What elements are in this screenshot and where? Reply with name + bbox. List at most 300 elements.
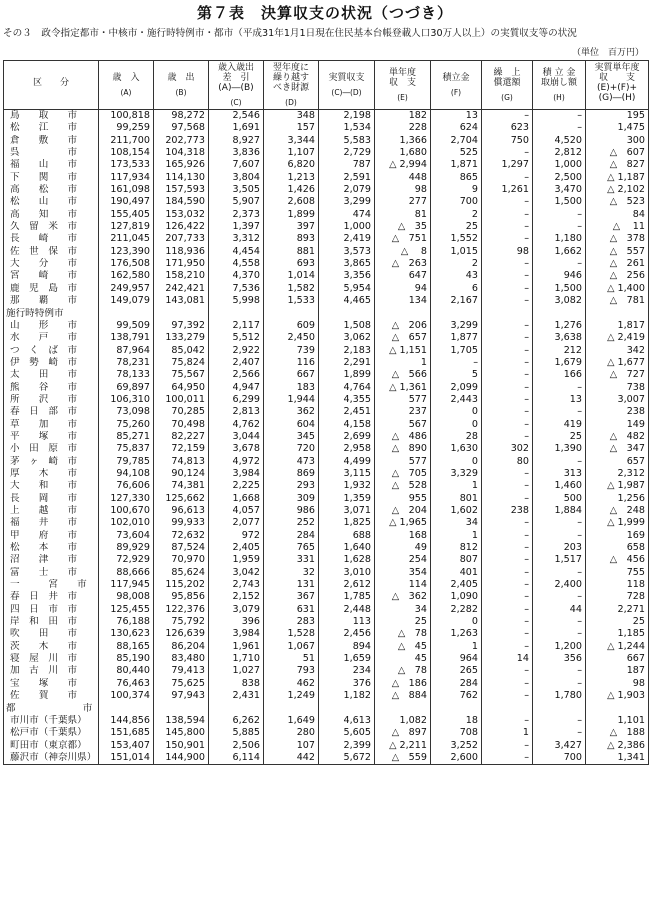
value-cell: 693 xyxy=(264,258,319,270)
value-cell: 80,440 xyxy=(99,665,154,677)
value-cell: △ 884 xyxy=(375,690,431,702)
value-cell: 158,210 xyxy=(154,270,209,282)
value-cell: 1,256 xyxy=(586,493,649,505)
value-cell: 1,877 xyxy=(431,332,482,344)
value-cell: 2,443 xyxy=(431,394,482,406)
value-cell: 49 xyxy=(375,542,431,554)
value-cell: 2,271 xyxy=(586,604,649,616)
value-cell: 2,198 xyxy=(319,110,375,123)
value-cell: 739 xyxy=(264,345,319,357)
value-cell: 348 xyxy=(264,110,319,123)
value-cell: 4,499 xyxy=(319,456,375,468)
value-cell: △ 528 xyxy=(375,480,431,492)
value-cell xyxy=(264,308,319,320)
table-row xyxy=(4,159,649,171)
value-cell: – xyxy=(482,233,533,245)
value-cell: 195 xyxy=(586,110,649,123)
value-cell: 80 xyxy=(482,456,533,468)
value-cell: 4,454 xyxy=(209,246,264,258)
value-cell: 2,117 xyxy=(209,320,264,332)
value-cell: – xyxy=(482,196,533,208)
value-cell: 525 xyxy=(431,147,482,159)
value-cell: 3,252 xyxy=(431,740,482,752)
value-cell: 75,567 xyxy=(154,369,209,381)
value-cell: 1,528 xyxy=(264,628,319,640)
value-cell: 5,512 xyxy=(209,332,264,344)
value-cell: 202,773 xyxy=(154,135,209,147)
value-cell: – xyxy=(533,406,586,418)
table-row xyxy=(4,369,649,381)
value-cell xyxy=(154,308,209,320)
value-cell: 1,180 xyxy=(533,233,586,245)
value-cell: – xyxy=(482,283,533,295)
value-cell: – xyxy=(482,604,533,616)
value-cell: – xyxy=(533,567,586,579)
value-cell: △ 378 xyxy=(586,233,649,245)
value-cell: 72,632 xyxy=(154,530,209,542)
value-cell: 1,680 xyxy=(375,147,431,159)
value-cell: 2,225 xyxy=(209,480,264,492)
value-cell: 1,101 xyxy=(586,715,649,727)
value-cell: 623 xyxy=(482,122,533,134)
value-cell: 604 xyxy=(264,419,319,431)
value-cell: 1,397 xyxy=(209,221,264,233)
value-cell xyxy=(586,703,649,715)
value-cell: 3,638 xyxy=(533,332,586,344)
value-cell: 1,552 xyxy=(431,233,482,245)
value-cell: 283 xyxy=(264,616,319,628)
value-cell: 0 xyxy=(431,456,482,468)
value-cell: 1,082 xyxy=(375,715,431,727)
value-cell: 1,649 xyxy=(264,715,319,727)
value-cell: △ 256 xyxy=(586,270,649,282)
city-name: 宮 崎 市 xyxy=(4,270,99,282)
value-cell: 184,590 xyxy=(154,196,209,208)
value-cell: △ 1,965 xyxy=(375,517,431,529)
value-cell: 1,366 xyxy=(375,135,431,147)
value-cell: △ 78 xyxy=(375,665,431,677)
city-name: 厚 木 市 xyxy=(4,468,99,480)
value-cell: 73,604 xyxy=(99,530,154,542)
value-cell: 1,961 xyxy=(209,641,264,653)
value-cell: 1,628 xyxy=(319,554,375,566)
value-cell: 1,508 xyxy=(319,320,375,332)
city-name: 沼 津 市 xyxy=(4,554,99,566)
value-cell: 122,376 xyxy=(154,604,209,616)
table-row xyxy=(4,517,649,529)
value-cell: 96,613 xyxy=(154,505,209,517)
value-cell: △ 1,903 xyxy=(586,690,649,702)
value-cell: 3,505 xyxy=(209,184,264,196)
value-cell: 242,421 xyxy=(154,283,209,295)
table-row xyxy=(4,740,649,752)
value-cell: 4,158 xyxy=(319,419,375,431)
column-header-symbol: (A) xyxy=(120,87,132,97)
table-row xyxy=(4,616,649,628)
value-cell: – xyxy=(533,628,586,640)
value-cell: – xyxy=(482,468,533,480)
value-cell: 86,204 xyxy=(154,641,209,653)
value-cell: 700 xyxy=(431,196,482,208)
value-cell: 1,067 xyxy=(264,641,319,653)
value-cell: – xyxy=(533,456,586,468)
column-header xyxy=(375,61,431,110)
value-cell xyxy=(375,703,431,715)
city-name: 上 越 市 xyxy=(4,505,99,517)
table-row xyxy=(4,258,649,270)
value-cell: 254 xyxy=(375,554,431,566)
value-cell: 126,639 xyxy=(154,628,209,640)
value-cell: 3,427 xyxy=(533,740,586,752)
value-cell: 1,475 xyxy=(586,122,649,134)
column-header xyxy=(209,61,264,110)
value-cell: 1,200 xyxy=(533,641,586,653)
value-cell: 881 xyxy=(264,246,319,258)
value-cell: 2,591 xyxy=(319,172,375,184)
value-cell: 149 xyxy=(586,419,649,431)
value-cell: △ 705 xyxy=(375,468,431,480)
city-name: 茅 ヶ 崎 市 xyxy=(4,456,99,468)
value-cell: – xyxy=(482,110,533,123)
value-cell: – xyxy=(482,542,533,554)
value-cell: – xyxy=(482,332,533,344)
table-row xyxy=(4,678,649,690)
value-cell: 4,057 xyxy=(209,505,264,517)
value-cell: 212 xyxy=(533,345,586,357)
value-cell: 117,945 xyxy=(99,579,154,591)
value-cell: 190,497 xyxy=(99,196,154,208)
value-cell: 1 xyxy=(431,530,482,542)
city-name: 太 田 市 xyxy=(4,369,99,381)
value-cell: 955 xyxy=(375,493,431,505)
value-cell: 145,800 xyxy=(154,727,209,739)
value-cell: 13 xyxy=(533,394,586,406)
value-cell: 1,785 xyxy=(319,591,375,603)
city-name: 大 分 市 xyxy=(4,258,99,270)
value-cell: 6,820 xyxy=(264,159,319,171)
value-cell: 0 xyxy=(431,419,482,431)
column-header-label: 翌年度に 繰り越す べき財源 xyxy=(272,62,309,93)
value-cell: 70,498 xyxy=(154,419,209,431)
table-row xyxy=(4,196,649,208)
value-cell: 85,271 xyxy=(99,431,154,443)
table-row xyxy=(4,283,649,295)
value-cell: 4,972 xyxy=(209,456,264,468)
value-cell: 0 xyxy=(431,406,482,418)
value-cell xyxy=(375,308,431,320)
value-cell: 986 xyxy=(264,505,319,517)
column-header xyxy=(319,61,375,110)
value-cell: 577 xyxy=(375,456,431,468)
value-cell: 25 xyxy=(375,616,431,628)
city-name: 久 留 米 市 xyxy=(4,221,99,233)
value-cell: 87,524 xyxy=(154,542,209,554)
column-header xyxy=(431,61,482,110)
value-cell: 2,291 xyxy=(319,357,375,369)
value-cell: – xyxy=(482,172,533,184)
value-cell: 115,202 xyxy=(154,579,209,591)
value-cell: 2,600 xyxy=(431,752,482,765)
value-cell: 2,500 xyxy=(533,172,586,184)
value-cell: 106,310 xyxy=(99,394,154,406)
value-cell: – xyxy=(533,221,586,233)
value-cell: 100,818 xyxy=(99,110,154,123)
value-cell: – xyxy=(482,369,533,381)
value-cell: – xyxy=(533,382,586,394)
value-cell: 99,509 xyxy=(99,320,154,332)
value-cell: 43 xyxy=(431,270,482,282)
value-cell: △ 751 xyxy=(375,233,431,245)
value-cell: 4,370 xyxy=(209,270,264,282)
value-cell: △ 890 xyxy=(375,443,431,455)
city-name: 高 知 市 xyxy=(4,209,99,221)
table-header xyxy=(4,61,649,110)
value-cell: 70,970 xyxy=(154,554,209,566)
city-name: 鳥 取 市 xyxy=(4,110,99,123)
section-label: 都 市 xyxy=(4,703,99,715)
value-cell: 2 xyxy=(431,209,482,221)
value-cell: 2,506 xyxy=(209,740,264,752)
value-cell: 98 xyxy=(586,678,649,690)
value-cell: 3,115 xyxy=(319,468,375,480)
city-name: 下 関 市 xyxy=(4,172,99,184)
column-header-symbol: (H) xyxy=(553,92,565,102)
value-cell: 125,455 xyxy=(99,604,154,616)
table-row xyxy=(4,641,649,653)
value-cell: 356 xyxy=(533,653,586,665)
value-cell: – xyxy=(482,517,533,529)
value-cell: – xyxy=(482,320,533,332)
city-name: 倉 敷 市 xyxy=(4,135,99,147)
value-cell: 577 xyxy=(375,394,431,406)
value-cell: 149,079 xyxy=(99,295,154,307)
value-cell: 1,668 xyxy=(209,493,264,505)
value-cell: 1,534 xyxy=(319,122,375,134)
value-cell: 567 xyxy=(375,419,431,431)
table-row xyxy=(4,382,649,394)
city-name: 藤沢市（神奈川県） xyxy=(4,752,99,765)
value-cell: 123,390 xyxy=(99,246,154,258)
value-cell xyxy=(533,308,586,320)
value-cell: 972 xyxy=(209,530,264,542)
city-name: 所 沢 市 xyxy=(4,394,99,406)
value-cell: 130,623 xyxy=(99,628,154,640)
value-cell: 169 xyxy=(586,530,649,542)
value-cell: 126,422 xyxy=(154,221,209,233)
value-cell: 2,405 xyxy=(431,579,482,591)
value-cell: 2,079 xyxy=(319,184,375,196)
table-row xyxy=(4,715,649,727)
city-name: 佐 世 保 市 xyxy=(4,246,99,258)
value-cell: △ 557 xyxy=(586,246,649,258)
value-cell: 113 xyxy=(319,616,375,628)
city-name: 長 崎 市 xyxy=(4,233,99,245)
value-cell: 2,958 xyxy=(319,443,375,455)
value-cell: 1,884 xyxy=(533,505,586,517)
value-cell: 894 xyxy=(319,641,375,653)
table-row xyxy=(4,221,649,233)
value-cell: 609 xyxy=(264,320,319,332)
value-cell: 946 xyxy=(533,270,586,282)
unit-label: （単位 百万円） xyxy=(571,48,644,58)
value-cell: 1,710 xyxy=(209,653,264,665)
value-cell xyxy=(99,308,154,320)
value-cell: 82,227 xyxy=(154,431,209,443)
value-cell: △ 657 xyxy=(375,332,431,344)
value-cell: 4,355 xyxy=(319,394,375,406)
value-cell: 2,282 xyxy=(431,604,482,616)
value-cell: 73,098 xyxy=(99,406,154,418)
table-row xyxy=(4,604,649,616)
value-cell: 3,299 xyxy=(319,196,375,208)
value-cell: △ 2,386 xyxy=(586,740,649,752)
value-cell: 3,071 xyxy=(319,505,375,517)
value-cell: 3,836 xyxy=(209,147,264,159)
value-cell: 97,943 xyxy=(154,690,209,702)
city-name: 寝 屋 川 市 xyxy=(4,653,99,665)
table-row xyxy=(4,135,649,147)
city-name: 鹿 児 島 市 xyxy=(4,283,99,295)
value-cell: 362 xyxy=(264,406,319,418)
column-header-label: 歳 入 xyxy=(112,72,140,83)
value-cell: 2,419 xyxy=(319,233,375,245)
value-cell: 144,900 xyxy=(154,752,209,765)
value-cell: – xyxy=(482,752,533,765)
value-cell: 98 xyxy=(375,184,431,196)
value-cell: 1,500 xyxy=(533,283,586,295)
value-cell: 98,272 xyxy=(154,110,209,123)
value-cell: △ 2,102 xyxy=(586,184,649,196)
value-cell: 69,897 xyxy=(99,382,154,394)
value-cell: 89,929 xyxy=(99,542,154,554)
city-name: 長 岡 市 xyxy=(4,493,99,505)
value-cell: 45 xyxy=(375,653,431,665)
value-cell: 118,936 xyxy=(154,246,209,258)
value-cell: 5,672 xyxy=(319,752,375,765)
column-header-label: 区 分 xyxy=(32,77,69,88)
value-cell: 143,081 xyxy=(154,295,209,307)
value-cell: 4,465 xyxy=(319,295,375,307)
value-cell: 1 xyxy=(482,727,533,739)
value-cell: 97,392 xyxy=(154,320,209,332)
value-cell: 153,032 xyxy=(154,209,209,221)
value-cell: 293 xyxy=(264,480,319,492)
value-cell: 750 xyxy=(482,135,533,147)
value-cell: 114 xyxy=(375,579,431,591)
value-cell: 631 xyxy=(264,604,319,616)
value-cell: 2,451 xyxy=(319,406,375,418)
value-cell: 79,413 xyxy=(154,665,209,677)
value-cell: 801 xyxy=(431,493,482,505)
city-name: 水 戸 市 xyxy=(4,332,99,344)
value-cell: – xyxy=(533,616,586,628)
table-row xyxy=(4,579,649,591)
table-row xyxy=(4,431,649,443)
value-cell: 3,010 xyxy=(319,567,375,579)
value-cell: – xyxy=(482,147,533,159)
column-header xyxy=(264,61,319,110)
column-header-label: 実質単年度 収 支 (E)+(F)+ (G)―(H) xyxy=(594,62,640,103)
value-cell: △ 206 xyxy=(375,320,431,332)
value-cell: 70,285 xyxy=(154,406,209,418)
value-cell: – xyxy=(533,110,586,123)
value-cell: △ 35 xyxy=(375,221,431,233)
value-cell: 1 xyxy=(431,480,482,492)
value-cell: 127,330 xyxy=(99,493,154,505)
value-cell: 3,984 xyxy=(209,628,264,640)
value-cell: – xyxy=(533,665,586,677)
value-cell: – xyxy=(482,628,533,640)
table-row xyxy=(4,172,649,184)
city-name: 四 日 市 市 xyxy=(4,604,99,616)
value-cell: 3,804 xyxy=(209,172,264,184)
value-cell: 34 xyxy=(431,517,482,529)
value-cell: △ 897 xyxy=(375,727,431,739)
city-name: 岸 和 田 市 xyxy=(4,616,99,628)
value-cell: 207,733 xyxy=(154,233,209,245)
value-cell: 1,630 xyxy=(431,443,482,455)
value-cell: 1,932 xyxy=(319,480,375,492)
section-row xyxy=(4,308,649,320)
value-cell: 397 xyxy=(264,221,319,233)
value-cell: 5,583 xyxy=(319,135,375,147)
value-cell: – xyxy=(482,665,533,677)
table-row xyxy=(4,295,649,307)
table-row xyxy=(4,591,649,603)
value-cell: △ 2,994 xyxy=(375,159,431,171)
value-cell: 4,947 xyxy=(209,382,264,394)
value-cell: 1,679 xyxy=(533,357,586,369)
value-cell: 75,260 xyxy=(99,419,154,431)
value-cell: 165,926 xyxy=(154,159,209,171)
column-header-symbol: (D) xyxy=(285,97,297,107)
value-cell: – xyxy=(533,209,586,221)
value-cell: 1,944 xyxy=(264,394,319,406)
city-name: 福 井 市 xyxy=(4,517,99,529)
value-cell: 114,130 xyxy=(154,172,209,184)
value-cell: 85,624 xyxy=(154,567,209,579)
value-cell: 3,984 xyxy=(209,468,264,480)
table-row xyxy=(4,493,649,505)
value-cell xyxy=(319,703,375,715)
table-row xyxy=(4,554,649,566)
table-row xyxy=(4,246,649,258)
value-cell: 893 xyxy=(264,233,319,245)
value-cell: 100,374 xyxy=(99,690,154,702)
value-cell: 1,691 xyxy=(209,122,264,134)
value-cell: 97,568 xyxy=(154,122,209,134)
value-cell: 5,907 xyxy=(209,196,264,208)
value-cell: 78,231 xyxy=(99,357,154,369)
value-cell: 5,998 xyxy=(209,295,264,307)
value-cell: △ 482 xyxy=(586,431,649,443)
value-cell: △ 559 xyxy=(375,752,431,765)
city-name: 呉 市 xyxy=(4,147,99,159)
value-cell: 2,312 xyxy=(586,468,649,480)
value-cell: △ 263 xyxy=(375,258,431,270)
value-cell: 4,558 xyxy=(209,258,264,270)
table-row xyxy=(4,406,649,418)
city-name: 松 本 市 xyxy=(4,542,99,554)
value-cell: 14 xyxy=(482,653,533,665)
value-cell: 2,167 xyxy=(431,295,482,307)
value-cell: 658 xyxy=(586,542,649,554)
value-cell: △ 204 xyxy=(375,505,431,517)
value-cell: 1,000 xyxy=(533,159,586,171)
value-cell: △ 362 xyxy=(375,591,431,603)
value-cell: 1,090 xyxy=(431,591,482,603)
city-name: 甲 府 市 xyxy=(4,530,99,542)
